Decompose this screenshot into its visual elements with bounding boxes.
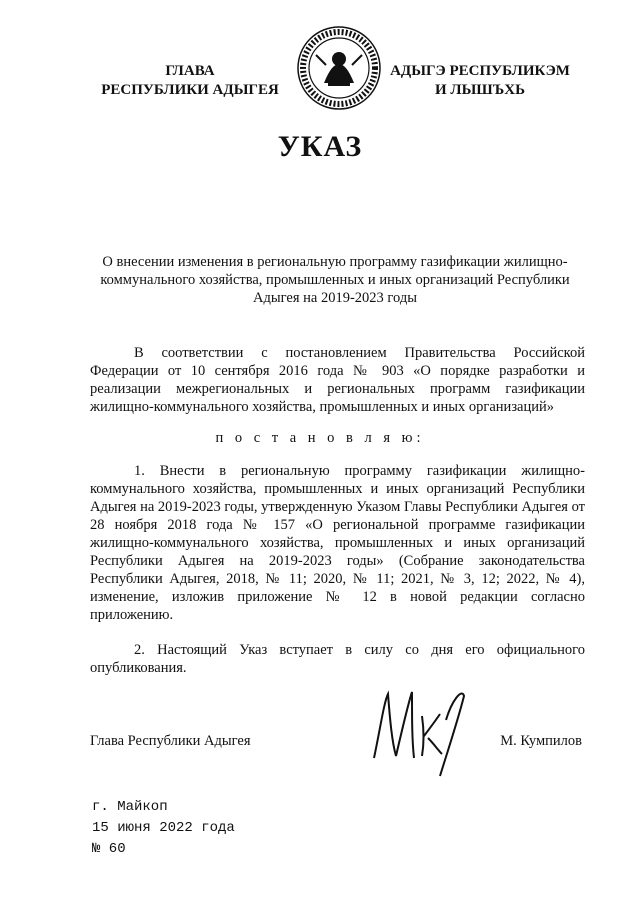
document-subject: О внесении изменения в региональную программу газификации жилищно-коммунального хозяйства, промышленных и иных организаций Республики Адыгея на 2019-2023 годы [100, 254, 570, 306]
header-right-line1: АДЫГЭ РЕСПУБЛИКЭМ [390, 63, 570, 79]
document-title: УКАЗ [277, 130, 363, 163]
header-left [80, 62, 300, 100]
handwritten-signature-icon [366, 680, 471, 780]
header-left-line1: ГЛАВА [165, 63, 215, 79]
signatory-position: Глава Республики Адыгея [90, 733, 251, 749]
signatory-name: М. Кумпилов [500, 733, 582, 749]
coat-of-arms-emblem-icon [296, 25, 382, 111]
footer-city: г. Майкоп [92, 799, 168, 815]
item-1-paragraph: 1. Внести в региональную программу газификации жилищно-коммунального хозяйства, промышленных и иных организаций Республики Адыгея на 2019-2023 годы, утвержденную Указом Главы Республики Адыгея от 28 ноября 2018 года № 157 «О региональной программе газификации жилищно-коммунального хозяйства, промышленных и иных организаций Республики Адыгея на 2019-2023 годы» (Собрание законодательства Республики Адыгея, 2018, № 11; 2020, № 11; 2021, № 3, 12; 2022, № 4), изменение, изложив приложение № 12 в новой редакции согласно приложению. [90, 463, 585, 623]
document-footer [92, 797, 235, 860]
footer-number: № 60 [92, 841, 126, 857]
preamble-paragraph: В соответствии с постановлением Правительства Российской Федерации от 10 сентября 2016 года № 903 «О порядке разработки и реализации межрегиональных и региональных программ газификации жилищно-коммунального хозяйства, промышленных и иных организаций» [90, 345, 585, 415]
decree-word: п о с т а н о в л я ю: [215, 430, 425, 446]
footer-date: 15 июня 2022 года [92, 820, 235, 836]
header-right-line2: И ЛЫШЪХЬ [434, 82, 526, 98]
header-right [380, 62, 580, 100]
header-left-line2: РЕСПУБЛИКИ АДЫГЕЯ [101, 82, 279, 98]
item-2-paragraph: 2. Настоящий Указ вступает в силу со дня его официального опубликования. [90, 642, 585, 676]
